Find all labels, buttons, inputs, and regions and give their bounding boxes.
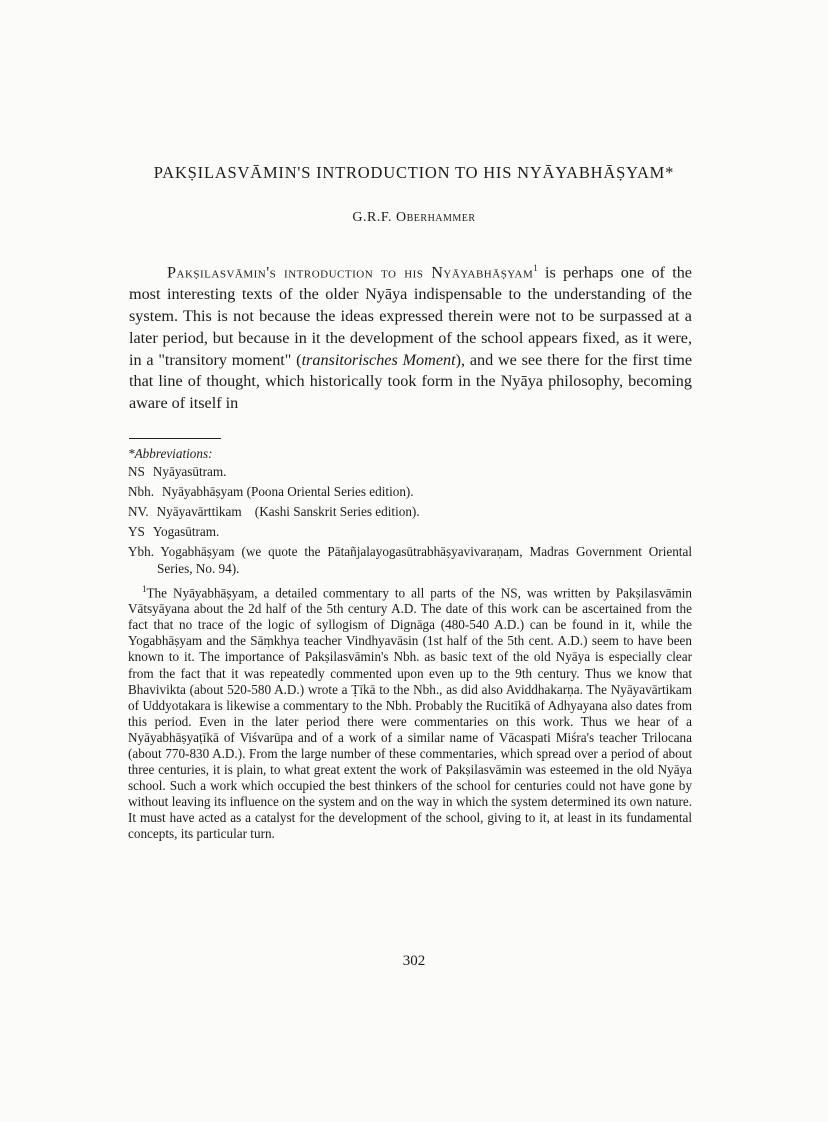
footnote-ref: 1 bbox=[533, 263, 538, 273]
paragraph-text-2: ), and we see there for the first time that line of thought, which historically took form in the Nyāya philosophy, becoming aware of itself in bbox=[129, 350, 693, 413]
abbreviation-value: Yogasūtram. bbox=[152, 524, 220, 540]
abbreviation-key: Nbh. bbox=[128, 484, 155, 500]
footnote-1-text: The Nyāyabhāṣyam, a detailed commentary to all parts of the NS, was written by Pakṣilasvāmin Vātsyāyana about the 2d half of the 5th century A.D. The date of this work can be ascertained from the fact that no trace of the logic of syllogism of Dignāga (480-540 A.D.) can be found in it, while the Yogabhāṣyam and the Sāṃkhya teacher Vindhyavāsin (1st half of the 5th cent. A.D.) seem to have been known to it. The importance of Pakṣilasvāmin's Nbh. as basic text of the old Nyāya is especially clear from the fact that it was repeatedly commented upon even up to the 9th century. Thus we know that Bhavivikta (about 520-580 A.D.) wrote a Ṭīkā to the Nbh., as did also Aviddhakarṇa. The Nyāyavārtikam of Uddyotakara is likewise a commentary to the Nbh. Probably the Rucitīkā of Adhyayana also dates from this period. Even in the later period there were commentaries on this work. Thus we hear of a Nyāyabhāṣyaṭīkā of Viśvarūpa and of a work of a similar name of Vācaspati Miśra's teacher Trilocana (about 770-830 A.D.). From the large number of these commentaries, which spread over a period of about three centuries, it is plain, to what great extent the work of Pakṣilasvāmin was esteemed in the old Nyāya school. Such a work which occupied the best thinkers of the school for centuries could not have gone by without leaving its influence on the system and on the way in which the system determined its own nature. It must have acted as a catalyst for the development of the school, giving to it, at least in its fundamental concepts, its particular turn. bbox=[128, 585, 692, 842]
intro-paragraph bbox=[129, 258, 692, 415]
abbreviation-key: YS bbox=[128, 524, 145, 540]
abbreviation-row bbox=[128, 504, 692, 520]
paragraph-italic: transitorisches Moment bbox=[301, 350, 456, 369]
footnotes bbox=[128, 446, 692, 843]
abbreviations-list bbox=[128, 464, 692, 540]
abbreviation-row bbox=[128, 484, 692, 500]
author-name: G.R.F. Oberhammer bbox=[352, 210, 476, 225]
abbreviation-row bbox=[128, 524, 692, 540]
abbreviation-value: Nyāyavārttikam (Kashi Sanskrit Series edition). bbox=[156, 504, 420, 520]
body-text bbox=[129, 258, 692, 415]
abbreviation-ybh: Ybh. Yogabhāṣyam (we quote the Pātañjalayogasūtrabhāṣyavivaraṇam, Madras Government Oriental Series, No. 94). bbox=[128, 544, 692, 576]
abbreviation-key: NV. bbox=[128, 504, 149, 520]
footnote-marker: 1 bbox=[142, 583, 147, 594]
page-number: 302 bbox=[402, 953, 426, 969]
footnote-1 bbox=[128, 581, 692, 843]
abbreviation-value: Nyāyasūtram. bbox=[152, 464, 227, 480]
abbreviation-value: Nyāyabhāṣyam (Poona Oriental Series edition). bbox=[162, 484, 414, 500]
paragraph-text-1: is perhaps one of the most interesting texts of the older Nyāya indispensable to the understanding of the system. This is not because the ideas expressed therein were not to be surpassed at a later period, but because in it the development of the school appears fixed, as it were, in a "transitory moment" ( bbox=[129, 263, 692, 369]
article-title: PAKṢILASVĀMIN'S INTRODUCTION TO HIS NYĀYABHĀṢYAM* bbox=[153, 163, 675, 182]
lead-smallcaps: Pakṣilasvāmin's introduction to his Nyāyabhāṣyam bbox=[167, 263, 534, 282]
abbreviation-key: NS bbox=[128, 464, 145, 480]
footnote-rule bbox=[129, 438, 221, 439]
abbreviation-row bbox=[128, 464, 692, 480]
abbreviations-heading: *Abbreviations: bbox=[128, 446, 213, 461]
